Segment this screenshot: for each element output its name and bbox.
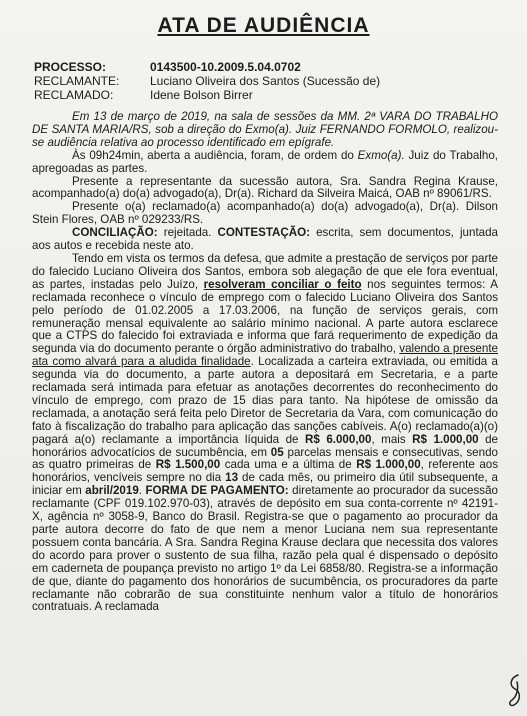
page-title: ATA DE AUDIÊNCIA (157, 14, 370, 37)
reclamado-label: RECLAMADO: (34, 88, 114, 102)
reclamado-row (34, 88, 380, 102)
case-header (34, 60, 380, 102)
opening-time-text: Às 09h24min, aberta a audiência, foram, de ordem do (72, 148, 358, 162)
minutes-body (32, 111, 498, 614)
agreement-resolution: resolveram conciliar o feito (203, 277, 362, 291)
conciliation-label: CONCILIAÇÃO: (72, 226, 158, 240)
claimant-presence-paragraph: Presente a representante da sucessão autora, Sra. Sandra Regina Krause, acompanhado(a) do(a) advogado(a), Dr(a). Richard da Silveira Maicá, OAB nº 89061/RS. (32, 174, 498, 201)
contestation-label: CONTESTAÇÃO: (217, 226, 311, 240)
opening-paragraph: Em 13 de março de 2019, na sala de sessões da MM. 2ª VARA DO TRABALHO DE SANTA MARIA/RS, sob a direção do Exmo(a). Juiz FERNANDO FORMOLO, realizou-se audiência relativa ao processo identificado em epígrafe. (32, 110, 498, 149)
agreement-text-q: de cada mês, ou primeiro dia útil subsequente, a iniciar em (32, 471, 499, 498)
agreement-text-o: , referente aos honorários, vencíveis sempre no dia (32, 458, 499, 485)
reclamado-value: Idene Bolson Birrer (150, 88, 253, 102)
handwritten-initial-signature (506, 672, 524, 710)
conciliation-text: rejeitada. (157, 226, 218, 240)
conciliation-paragraph (32, 227, 498, 253)
installment-count: 05 (270, 445, 284, 459)
last-installment-amount: R$ 1.000,00 (356, 458, 421, 472)
payment-form-label: FORMA DE PAGAMENTO: (145, 484, 289, 498)
agreement-terms-2: . Localizada a carteira extraviada, ou emitida a segunda via do documento, a parte autora a depositará em Secretaria, e a parte reclamada será intimada para efetuar as anotações decorrentes do reconhecimento do vínculo de emprego, com prazo de 15 dias para tanto. Na hipótese de omissão da reclamada, a anotação será feita pelo Diretor de Secretaria da Vara, com comunicação do fato à fiscalização do trabalho para aplicação das sanções cabíveis. A(o) reclamado(a)(o) pagará a(o) reclamante a importância líquida de (32, 355, 498, 446)
processo-value: 0143500-10.2009.5.04.0702 (150, 60, 301, 74)
amount-total: R$ 6.000,00 (305, 432, 372, 446)
processo-row (34, 60, 380, 74)
agreement-text-k: parcelas mensais e consecutivas, sendo as quatro primeiras de (32, 445, 498, 472)
reclamante-label: RECLAMANTE: (34, 74, 120, 88)
agreement-terms: nos seguintes termos: A reclamada reconhece o vínculo de emprego com o falecido Luciano Oliveira dos Santos pelo período de 01.02.2005 a 17.03.2006, na função de serviços gerais, com remuneração mensal equivalente ao salário mínimo nacional. A parte autora esclarece que a CTPS do falecido foi extraviada e informa que fará requerimento de expedição da segunda via do documento perante o órgão administrativo do trabalho, (32, 277, 498, 356)
reclamante-value: Luciano Oliveira dos Santos (Sucessão de) (150, 74, 381, 88)
agreement-paragraph (32, 253, 498, 614)
judge-title: Exmo(a). (357, 148, 405, 162)
due-day: 13 (225, 471, 239, 485)
contestation-text: escrita, sem documentos, juntada aos autos e recebida neste ato. (32, 226, 499, 253)
defendant-presence-paragraph: Presente o(a) reclamado(a) acompanhado(a) do(a) advogado(a), Dr(a). Dilson Stein Flores, OAB nº 029233/RS. (32, 200, 498, 227)
agreement-text-g: , mais (371, 432, 413, 446)
agreement-text: Tendo em vista os termos da defesa, que admite a prestação de serviços por parte do falecido Luciano Oliveira dos Santos, embora sob alegação de que ele fora eventual, as partes, instadas pelo Juízo, (32, 251, 498, 291)
processo-label: PROCESSO: (34, 60, 107, 74)
agreement-alvara: valendo a presente ata como alvará para a aludida finalidade (32, 342, 498, 369)
opening-time-paragraph (32, 150, 498, 176)
installment-amount: R$ 1.500,00 (155, 458, 221, 472)
payment-form-text: diretamente ao procurador da sucessão reclamante (CPF 019.102.970-03), através de depósito em sua conta-corrente nº 42191-X, agência nº 3058-9, Banco do Brasil. Registra-se que o pagamento ao procurador da parte autora decorre do fato de que nem a menor Luciana nem sua representante possuem conta bancária. A Sra. Sandra Regina Krause declara que necessita dos valores do acordo para prover o sustento de sua filha, razão pela qual é dispensado o depósito em caderneta de poupança previsto no artigo 1º da Lei 6858/80. Registra-se a informação de que, diante do pagamento dos honorários de sucumbência, os procuradores da parte reclamante não cobrarão de sua constituinte nenhum valor a título de honorários contratuais. A reclamada (32, 484, 498, 614)
agreement-text-s: . (138, 484, 146, 498)
opening-time-text-end: Juiz do Trabalho, apregoadas as partes. (32, 148, 498, 175)
agreement-text-m: cada uma e a última de (220, 458, 357, 472)
amount-fees: R$ 1.000,00 (412, 432, 479, 446)
agreement-text-i: de honorários advocatícios de sucumbência, em (32, 432, 499, 459)
reclamante-row (34, 74, 380, 88)
start-month: abril/2019 (85, 484, 139, 498)
